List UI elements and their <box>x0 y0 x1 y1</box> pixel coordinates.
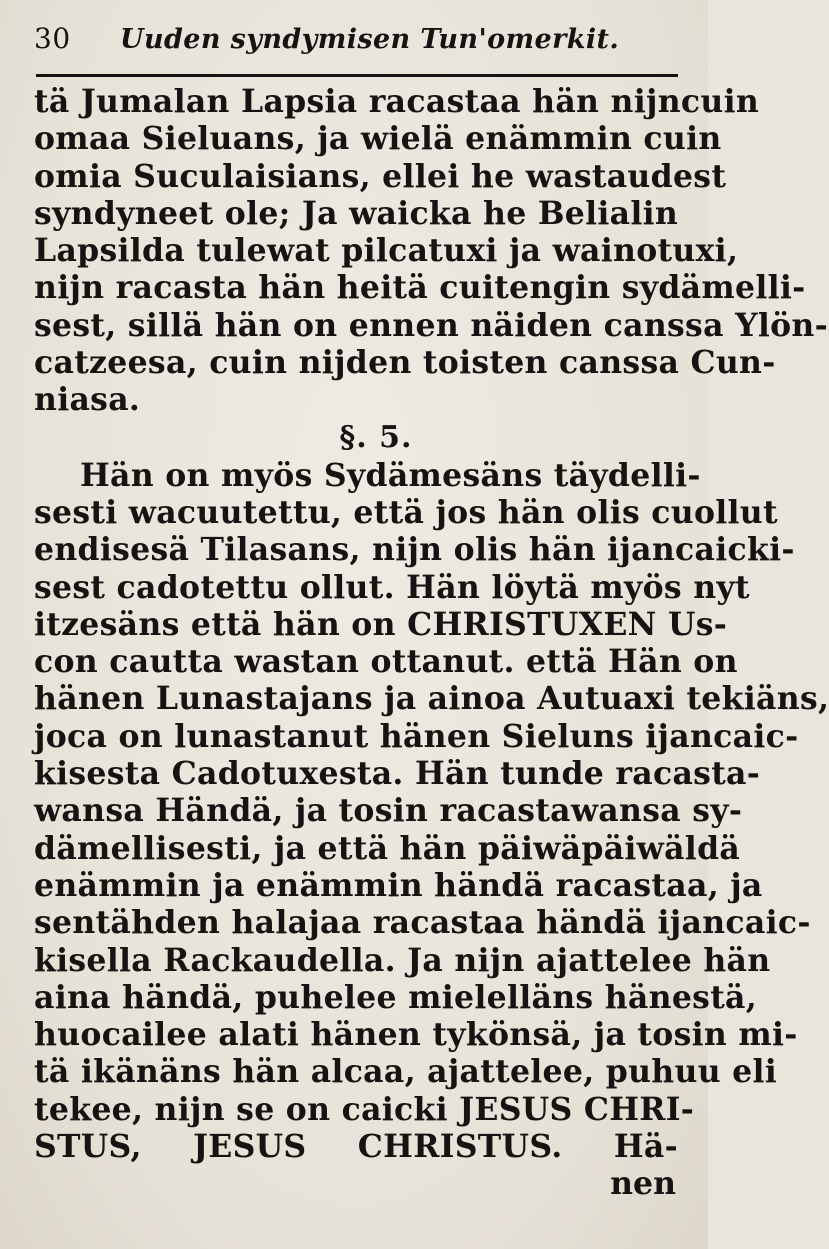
text-line: sest cadotettu ollut. Hän löytä myös nyt <box>34 568 750 606</box>
text-line: tä Jumalan Lapsia racastaa hän nijncuin <box>34 83 760 120</box>
text-line: itzesäns että hän on CHRISTUXEN Us- <box>34 605 728 643</box>
text-line: omia Suculaisians, ellei he wastaudest <box>34 157 727 195</box>
running-title: Uuden syndymisen Tun'omerkit. <box>120 24 620 55</box>
text-line: kisella Rackaudella. Ja nijn ajattelee hän <box>34 941 771 979</box>
header-rule <box>36 74 678 77</box>
text-line: aina händä, puhelee mielelläns hänestä, <box>34 978 758 1016</box>
text-line: dämellisesti, ja että hän päiwäpäiwäldä <box>34 829 741 867</box>
text-line: kisesta Cadotuxesta. Hän tunde racasta- <box>34 755 761 793</box>
text-line: omaa Sieluans, ja wielä enämmin cuin <box>34 120 722 158</box>
text-line: sest, sillä hän on ennen näiden canssa Ylön- <box>34 306 829 344</box>
text-line: nijn racasta hän heitä cuitengin sydämelli- <box>34 269 806 307</box>
text-line: syndyneet ole; Ja waicka he Belialin <box>34 194 679 232</box>
text-line: catzeesa, cuin nijden toisten canssa Cun- <box>34 344 776 382</box>
catchword: nen <box>610 1165 676 1203</box>
text-line: Lapsilda tulewat pilcatuxi ja wainotuxi, <box>34 232 739 270</box>
text-line: tä ikänäns hän alcaa, ajattelee, puhuu eli <box>34 1053 778 1091</box>
text-line: tekee, nijn se on caicki JESUS CHRI- <box>34 1090 695 1128</box>
text-line: niasa. <box>34 381 141 419</box>
text-line: huocailee alati hänen tykönsä, ja tosin mi- <box>34 1016 798 1054</box>
text-line: sesti wacuutettu, että jos hän olis cuollut <box>34 493 778 531</box>
text-line: sentähden halajaa racastaa händä ijancaic- <box>34 904 811 942</box>
text-line: hänen Lunastajans ja ainoa Autuaxi tekiäns, <box>34 680 829 718</box>
body-text <box>34 83 829 1203</box>
text-line: endisesä Tilasans, nijn olis hän ijancaicki- <box>34 531 795 569</box>
text-line: wansa Händä, ja tosin racastawansa sy- <box>34 792 743 830</box>
text-line: STUS, JESUS CHRISTUS. Hä- <box>34 1128 678 1166</box>
page-number: 30 <box>34 22 71 55</box>
text-line: Hän on myös Sydämesäns täydelli- <box>80 456 701 494</box>
text-line: joca on lunastanut hänen Sieluns ijancaic- <box>34 717 799 755</box>
text-line: con cautta wastan ottanut. että Hän on <box>34 643 738 681</box>
text-line: enämmin ja enämmin händä racastaa, ja <box>34 866 763 904</box>
running-head <box>34 22 678 64</box>
section-heading: §. 5. <box>339 419 413 455</box>
